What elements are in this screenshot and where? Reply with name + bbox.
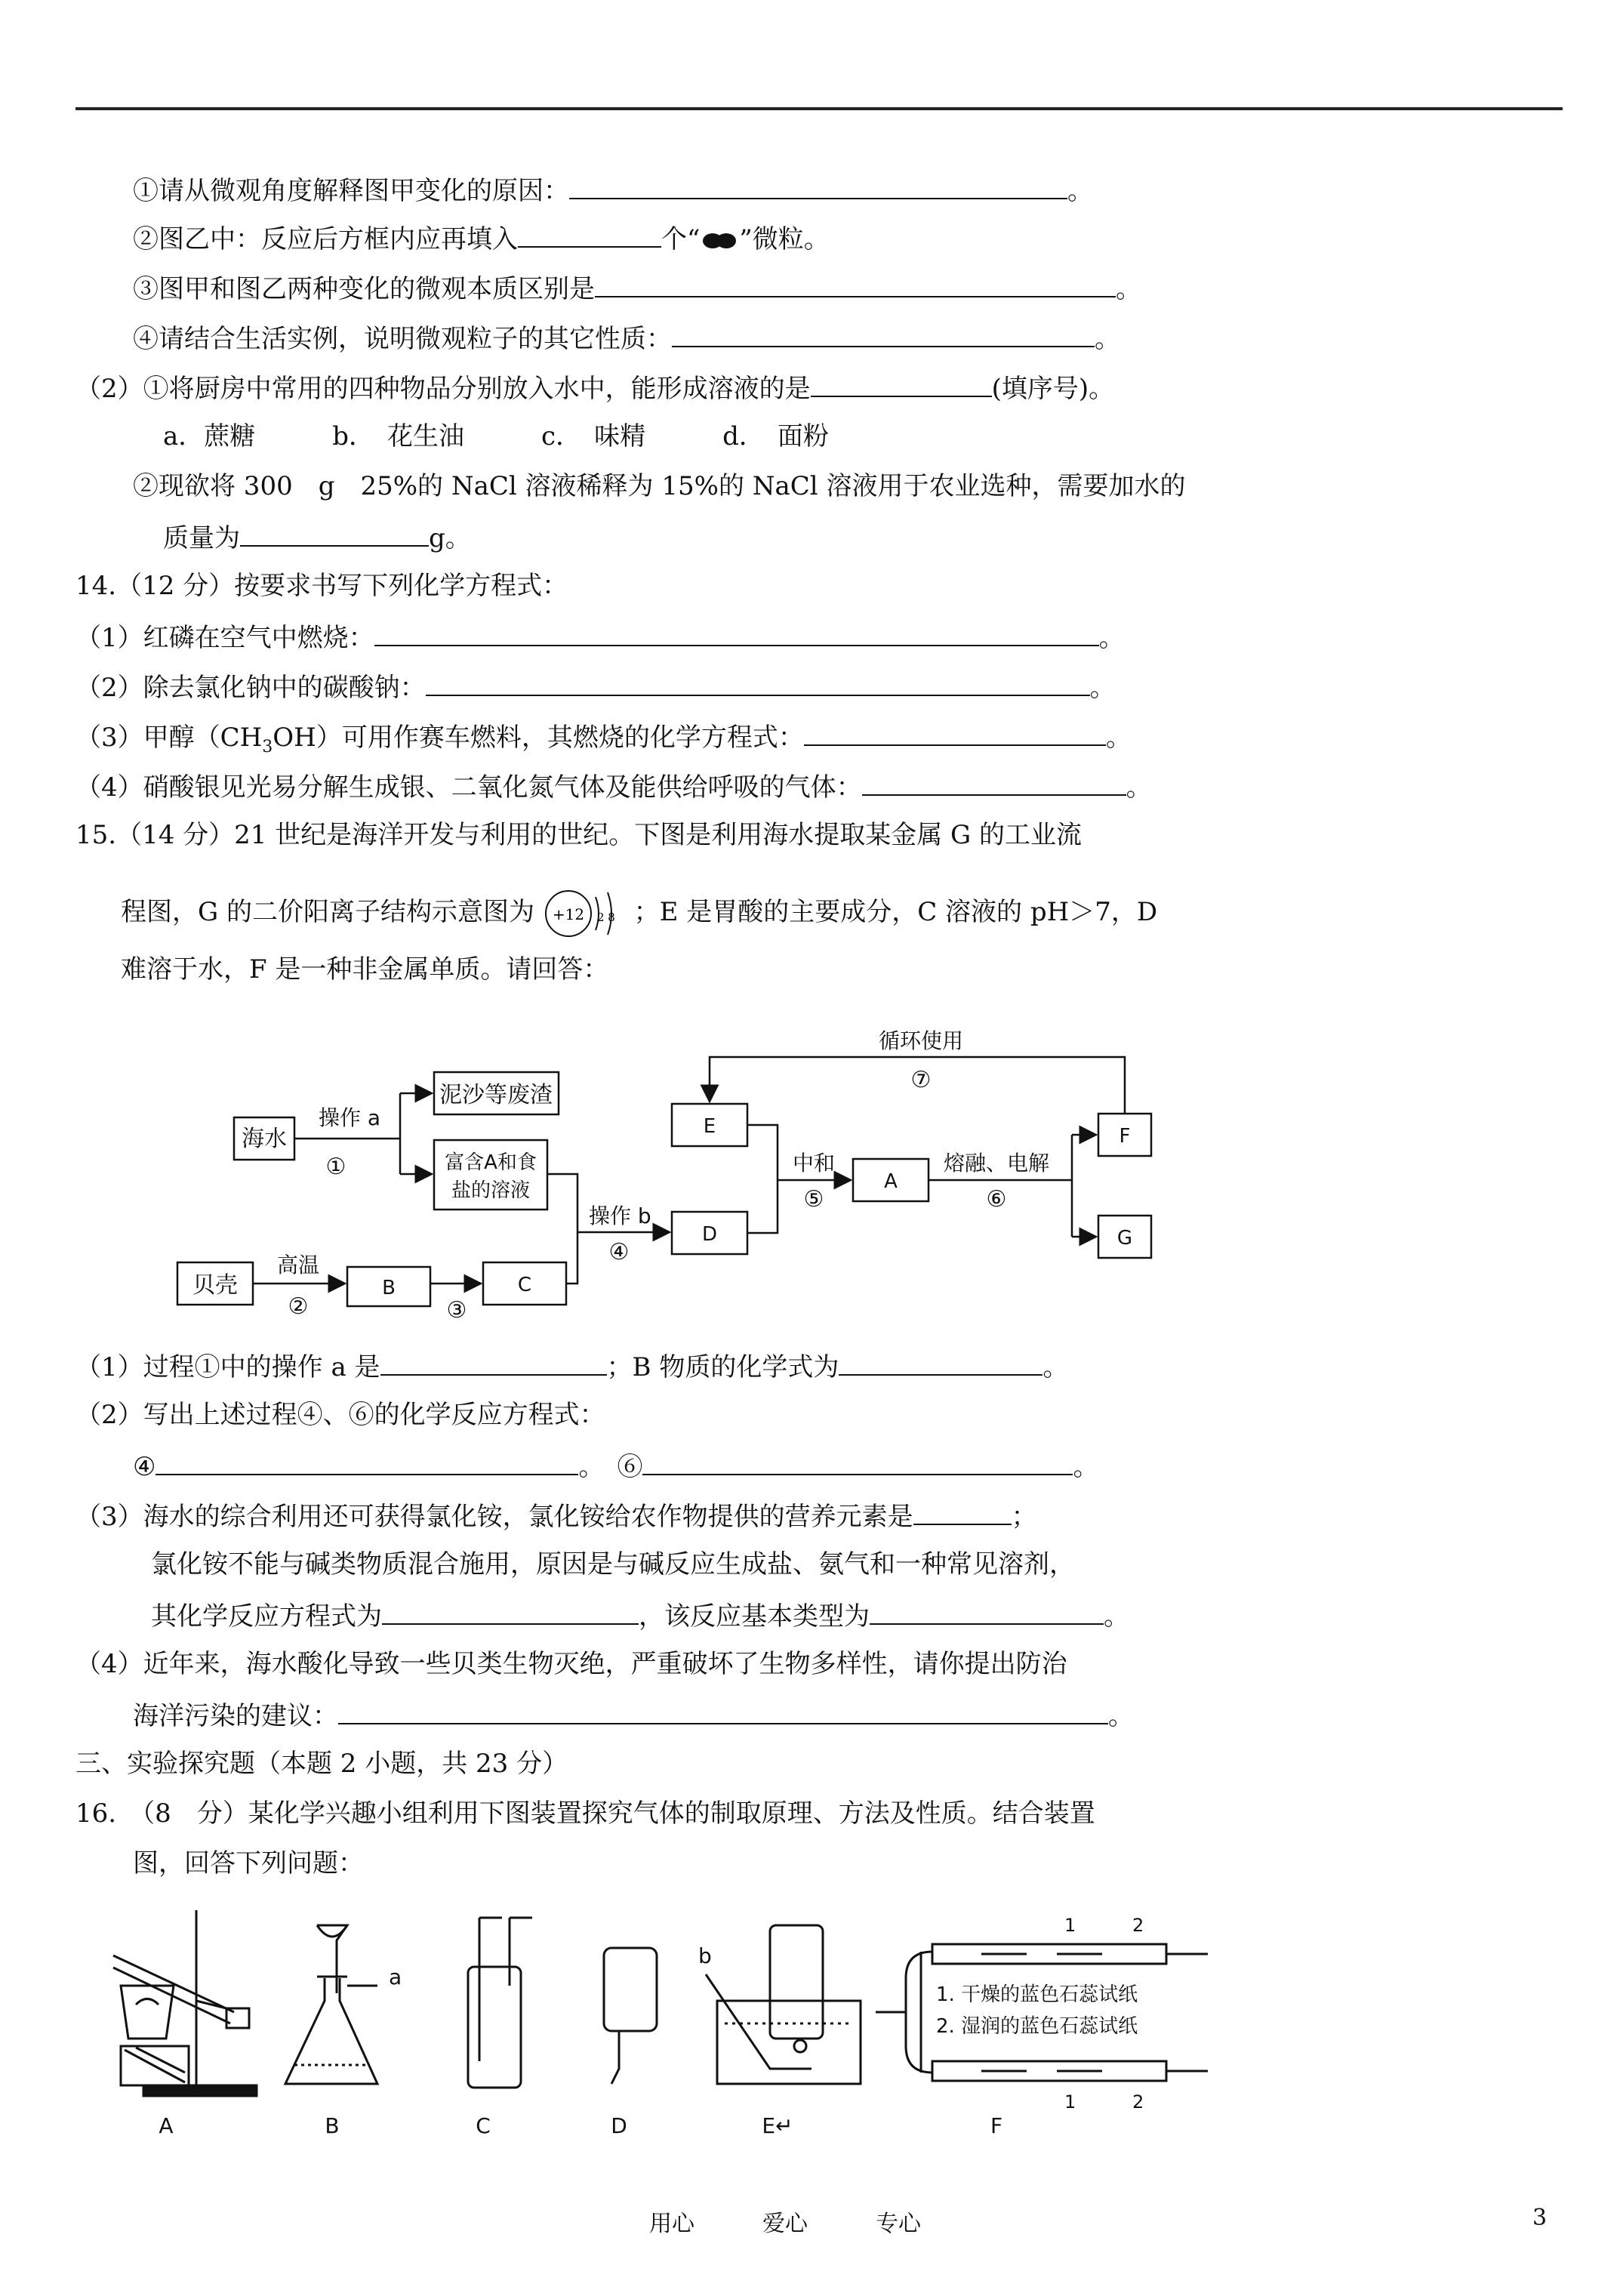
label-recycle: 循环使用 [878, 1028, 964, 1053]
answer-blank[interactable] [156, 1448, 578, 1475]
answer-blank[interactable] [862, 769, 1126, 796]
apparatus-figure [91, 1888, 1223, 2144]
label-C: C [517, 1274, 532, 1296]
q14-heading: 14.（12 分）按要求书写下列化学方程式： [75, 571, 568, 601]
q14-item3: （3）甲醇$(CH_3OH)$可用作赛车燃料，其燃烧的化学方程式： 。 [75, 719, 1132, 764]
q14-item4: （4）硝酸银见光易分解生成银、二氧化氮气体及能供给呼吸的气体： 。 [75, 769, 1152, 804]
q13-line3: ③图甲和图乙两种变化的微观本质区别是 。 [133, 270, 1141, 306]
ion-core-label: +12 [552, 905, 584, 923]
label-F-apparatus: F [990, 2113, 1003, 2138]
answer-blank[interactable] [426, 669, 1090, 696]
apparatus-E [706, 1925, 861, 2084]
label-operation-a: 操作 a [319, 1105, 381, 1130]
label-E-apparatus: E↵ [762, 2113, 793, 2138]
label-C-apparatus: C [476, 2113, 491, 2138]
q15-part3: （3）海水的综合利用还可获得氯化铵，氯化铵给农作物提供的营养元素是 ； [75, 1498, 1037, 1533]
answer-blank[interactable] [240, 519, 429, 547]
apparatus-D [604, 1948, 657, 2084]
q13-part2: （2）①将厨房中常用的四种物品分别放入水中，能形成溶液的是 (填序号)。 [75, 370, 1114, 405]
label-step7: ⑦ [910, 1067, 932, 1093]
label-F: F [1119, 1125, 1131, 1148]
label-A-apparatus: A [159, 2113, 174, 2138]
label-operation-b: 操作 b [589, 1203, 651, 1228]
answer-blank[interactable] [913, 1498, 1012, 1525]
apparatus-F [876, 1944, 1208, 2081]
answer-blank[interactable] [642, 1448, 1073, 1475]
q15-part3-reason: 氯化铵不能与碱类物质混合施用，原因是与碱反应生成盐、氨气和一种常见溶剂， [151, 1549, 1075, 1579]
q14-item1: （1）红磷在空气中燃烧： 。 [75, 619, 1125, 655]
label-G: G [1116, 1227, 1133, 1250]
answer-blank[interactable] [811, 370, 992, 397]
q16-line2: 图，回答下列问题： [133, 1848, 364, 1878]
label-seawater: 海水 [242, 1126, 287, 1152]
answer-blank[interactable] [380, 1348, 607, 1376]
q15-line3: 难溶于水，F 是一种非金属单质。请回答： [121, 954, 609, 985]
page-number: 3 [1532, 2205, 1548, 2231]
label-tube1-top: 1 [1064, 1915, 1076, 1936]
label-step3: ③ [446, 1297, 467, 1321]
q13-line4: ④请结合生活实例，说明微观粒子的其它性质： 。 [133, 320, 1120, 356]
label-rich1: 富含A和食 [445, 1151, 537, 1174]
label-b: b [698, 1943, 712, 1968]
label-wet-paper: 2. 湿润的蓝色石蕊试纸 [936, 2015, 1138, 2038]
q15-part3-equation: 其化学反应方程式为 ，该反应基本类型为 。 [151, 1598, 1129, 1633]
q13-part2-dilution: ②现欲将 300 g 25%的 NaCl 溶液稀释为 15%的 NaCl 溶液用于农业选种，需要加水的 [133, 471, 1186, 501]
footer-slogan: 用心 爱心 专心 [649, 2211, 921, 2237]
q15-part2-answers: ④ 。 ⑥ 。 [133, 1448, 1098, 1484]
label-neutralize: 中和 [792, 1151, 836, 1176]
answer-blank[interactable] [374, 619, 1099, 646]
q13-options: a．蔗糖 b． 花生油 c． 味精 d． 面粉 [163, 421, 829, 451]
q15-heading: 15.（14 分）21 世纪是海洋开发与利用的世纪。下图是利用海水提取某金属 G 的工业流 [75, 820, 1082, 850]
apparatus-B [285, 1925, 377, 2084]
apparatus-C [468, 1918, 532, 2088]
label-rich2: 盐的溶液 [451, 1179, 531, 1202]
label-E: E [703, 1115, 716, 1138]
label-step1: ① [325, 1154, 346, 1180]
label-sludge: 泥沙等废渣 [439, 1082, 553, 1108]
answer-blank[interactable] [804, 719, 1106, 746]
label-a: a [389, 1965, 402, 1989]
answer-blank[interactable] [569, 172, 1067, 199]
label-A: A [884, 1170, 898, 1193]
answer-blank[interactable] [338, 1697, 1108, 1724]
ion-shell-label: 2 8 [596, 911, 615, 924]
q13-line2: ②图乙中：反应后方框内应再填入 个“ ”微粒。 [133, 220, 830, 256]
section3-heading: 三、实验探究题（本题 2 小题，共 23 分） [75, 1749, 568, 1779]
label-D: D [701, 1223, 718, 1246]
label-B: B [382, 1277, 396, 1299]
label-electrolysis: 熔融、电解 [943, 1151, 1050, 1176]
answer-blank[interactable] [839, 1348, 1042, 1376]
q13-part2-mass: 质量为 g。 [163, 519, 471, 555]
ion-structure-diagram [543, 882, 626, 945]
label-shell: 贝壳 [192, 1272, 238, 1299]
q15-line2: 程图，G 的二价阳离子结构示意图为 +12 2 8 ；E 是胃酸的主要成分，C 溶液的 pH＞7，D [121, 882, 1157, 945]
label-high-temp: 高温 [276, 1253, 320, 1277]
q14-item2: （2）除去氯化钠中的碳酸钠： 。 [75, 669, 1116, 704]
q15-part1: （1）过程①中的操作 a 是 ；B 物质的化学式为 。 [75, 1348, 1068, 1384]
label-tube1-bottom: 1 [1064, 2091, 1076, 2113]
q16-line1: 16. （8 分）某化学兴趣小组利用下图装置探究气体的制取原理、方法及性质。结合装置 [75, 1798, 1095, 1829]
q15-part2: （2）写出上述过程④、⑥的化学反应方程式： [75, 1400, 605, 1430]
q13-line1: ①请从微观角度解释图甲变化的原因： 。 [133, 172, 1093, 208]
label-B-apparatus: B [325, 2113, 340, 2138]
label-step4: ④ [608, 1239, 630, 1265]
q15-part4: （4）近年来，海水酸化导致一些贝类生物灭绝，严重破坏了生物多样性，请你提出防治 [75, 1649, 1067, 1679]
answer-blank[interactable] [595, 270, 1116, 297]
label-tube2-top: 2 [1132, 1915, 1144, 1936]
answer-blank[interactable] [672, 320, 1095, 347]
label-step2: ② [288, 1293, 309, 1320]
q15-part4-suggest: 海洋污染的建议： 。 [133, 1697, 1134, 1733]
label-dry-paper: 1. 干燥的蓝色石蕊试纸 [936, 1983, 1138, 2006]
label-tube2-bottom: 2 [1132, 2091, 1144, 2113]
label-step6: ⑥ [986, 1186, 1007, 1213]
answer-blank[interactable] [382, 1598, 639, 1625]
answer-blank[interactable] [518, 220, 661, 248]
header-rule [75, 107, 1563, 110]
apparatus-A [113, 1910, 257, 2096]
molecule-icon [700, 231, 739, 251]
industrial-flow-chart [166, 1019, 1185, 1321]
answer-blank[interactable] [870, 1598, 1104, 1625]
label-D-apparatus: D [611, 2113, 627, 2138]
label-step5: ⑤ [803, 1186, 824, 1213]
